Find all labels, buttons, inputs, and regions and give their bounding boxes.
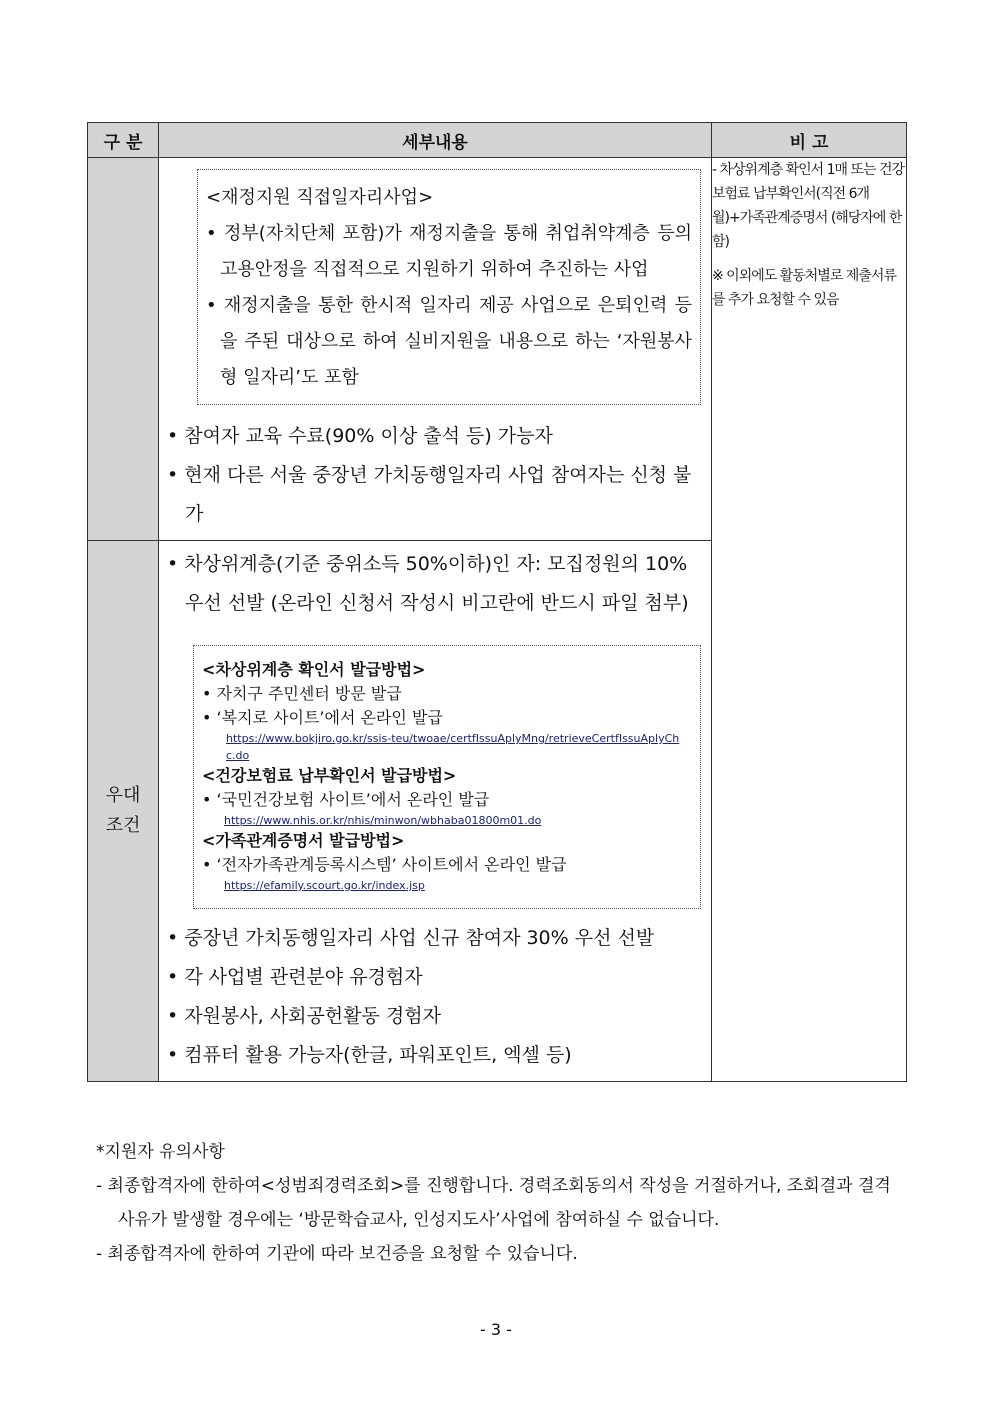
row1-content: [159, 158, 712, 541]
box-bullet: • ‘전자가족관계등록시스템’ 사이트에서 온라인 발급: [202, 855, 567, 874]
efamily-link[interactable]: https://efamily.scourt.go.kr/index.jsp: [224, 879, 425, 892]
box-bullet: • 재정지출을 통한 한시적 일자리 제공 사업으로 은퇴인력 등을 주된 대상으로 하여 실비지원을 내용으로 하는 ‘자원봉사형 일자리’도 포함: [206, 295, 692, 388]
issuance-methods-box: [193, 645, 701, 909]
bokjiro-link[interactable]: https://www.bokjiro.go.kr/ssis-teu/twoae/certfIssuAplyMng/retrieveCertfIssuAplyChc.do: [226, 732, 680, 762]
box-bullet: • ‘국민건강보험 사이트’에서 온라인 발급: [202, 790, 490, 809]
bigo-cell: [712, 158, 907, 1082]
recruitment-table: [87, 122, 907, 1082]
note-item: - 최종합격자에 한하여 기관에 따라 보건증을 요청할 수 있습니다.: [96, 1244, 578, 1264]
direct-job-program-box: [197, 169, 701, 405]
list-item: • 각 사업별 관련분야 유경험자: [167, 966, 423, 988]
section-heading: <가족관계증명서 발급방법>: [202, 831, 405, 850]
table-row-eligibility: [88, 158, 907, 541]
box-bullet: • 자치구 주민센터 방문 발급: [202, 684, 402, 703]
box-title: <재정지원 직접일자리사업>: [206, 187, 434, 208]
header-bigo: 비 고: [712, 123, 907, 158]
row1-gubun: [88, 158, 159, 541]
nhis-link[interactable]: https://www.nhis.or.kr/nhis/minwon/wbhaba01800m01.do: [224, 814, 542, 827]
row2-items: [159, 919, 711, 1081]
row1-items: [159, 415, 711, 540]
table-header-row: [88, 123, 907, 158]
header-content: 세부내용: [159, 123, 712, 158]
notes-title: *지원자 유의사항: [96, 1142, 225, 1162]
applicant-notes: [96, 1135, 911, 1271]
note-item: - 최종합격자에 한하여<성범죄경력조회>를 진행합니다. 경력조회동의서 작성을 거절하거나, 조회결과 결격 사유가 발생할 경우에는 ‘방문학습교사, 인성지도사’사업에 참여하실 수 없습니다.: [96, 1176, 891, 1230]
list-item: • 차상위계층(기준 중위소득 50%이하)인 자: 모집정원의 10% 우선 선발 (온라인 신청서 작성시 비고란에 반드시 파일 첨부): [167, 553, 689, 614]
list-item: • 자원봉사, 사회공헌활동 경험자: [167, 1005, 441, 1027]
header-gubun: 구 분: [88, 123, 159, 158]
box-bullet: • 정부(자치단체 포함)가 재정지출을 통해 취업취약계층 등의 고용안정을 직접적으로 지원하기 위하여 추진하는 사업: [206, 223, 692, 280]
list-item: • 중장년 가치동행일자리 사업 신규 참여자 30% 우선 선발: [167, 927, 655, 949]
list-item: • 현재 다른 서울 중장년 가치동행일자리 사업 참여자는 신청 불가: [167, 464, 692, 525]
list-item: • 컴퓨터 활용 가능자(한글, 파워포인트, 엑셀 등): [167, 1044, 572, 1066]
row2-content: [159, 541, 712, 1082]
page-number: - 3 -: [480, 1320, 512, 1339]
row2-first-items: [159, 541, 711, 623]
gubun-label: 조건: [105, 815, 141, 836]
section-heading: <건강보험료 납부확인서 발급방법>: [202, 766, 457, 785]
section-heading: <차상위계층 확인서 발급방법>: [202, 660, 426, 679]
gubun-label: 우대: [105, 785, 141, 806]
row2-gubun: [88, 541, 159, 1082]
bigo-note-documents: - 차상위계층 확인서 1매 또는 건강보험료 납부확인서(직전 6개월)+가족관계증명서 (해당자에 한함): [712, 162, 905, 250]
box-bullet: • ‘복지로 사이트’에서 온라인 발급: [202, 708, 443, 727]
bigo-note-additional: ※ 이외에도 활동처별로 제출서류를 추가 요청할 수 있음: [712, 268, 896, 308]
list-item: • 참여자 교육 수료(90% 이상 출석 등) 가능자: [167, 425, 553, 447]
